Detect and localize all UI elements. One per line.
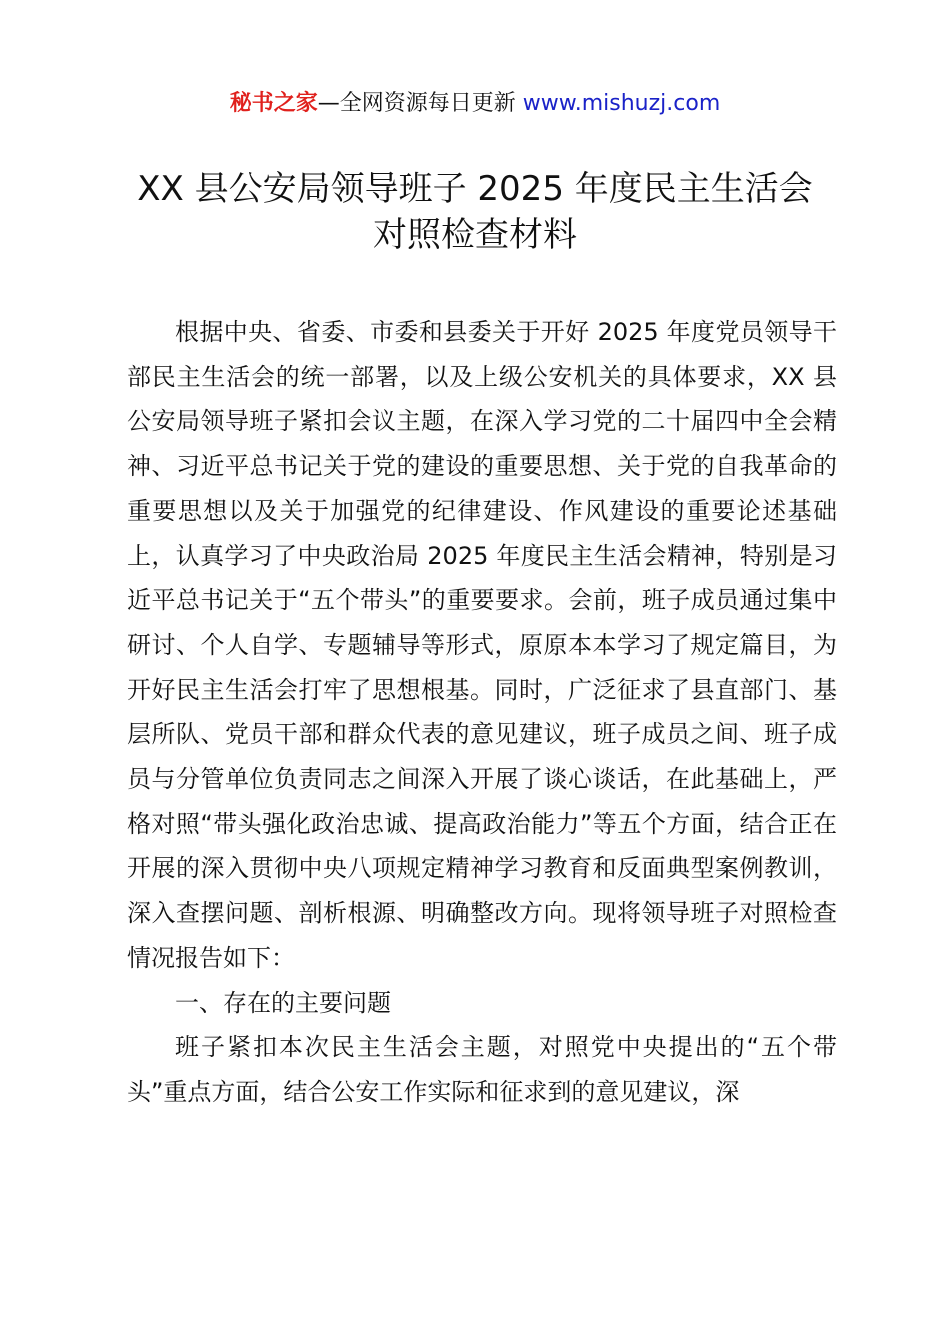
title-line-1: XX 县公安局领导班子 2025 年度民主生活会 — [137, 169, 813, 209]
document-title — [60, 166, 890, 258]
banner-brand: 秘书之家 — [229, 91, 318, 116]
banner-url-link[interactable]: www.mishuzj.com — [522, 91, 721, 116]
document-body — [127, 310, 837, 1115]
section-heading-1: 一、存在的主要问题 — [175, 988, 391, 1017]
banner-slogan: —全网资源每日更新 — [317, 91, 516, 116]
site-banner — [0, 88, 950, 120]
title-line-2: 对照检查材料 — [373, 215, 577, 255]
body-paragraph-2: 班子紧扣本次民主生活会主题，对照党中央提出的“五个带头”重点方面，结合公安工作实际和征求到的意见建议，深 — [127, 1033, 837, 1106]
body-paragraph-1: 根据中央、省委、市委和县委关于开好 2025 年度党员领导干部民主生活会的统一部署，以及上级公安机关的具体要求，XX 县公安局领导班子紧扣会议主题，在深入学习党的二十届四中全会精神、习近平总书记关于党的建设的重要思想、关于党的自我革命的重要思想以及关于加强党的纪律建设、作风建设的重要论述基础上，认真学习了中央政治局 2025 年度民主生活会精神，特别是习近平总书记关于“五个带头”的重要要求。会前，班子成员通过集中研讨、个人自学、专题辅导等形式，原原本本学习了规定篇目，为开好民主生活会打牢了思想根基。同时，广泛征求了县直部门、基层所队、党员干部和群众代表的意见建议，班子成员之间、班子成员与分管单位负责同志之间深入开展了谈心谈话，在此基础上，严格对照“带头强化政治忠诚、提高政治能力”等五个方面，结合正在开展的深入贯彻中央八项规定精神学习教育和反面典型案例教训，深入查摆问题、剖析根源、明确整改方向。现将领导班子对照检查情况报告如下： — [127, 318, 837, 972]
